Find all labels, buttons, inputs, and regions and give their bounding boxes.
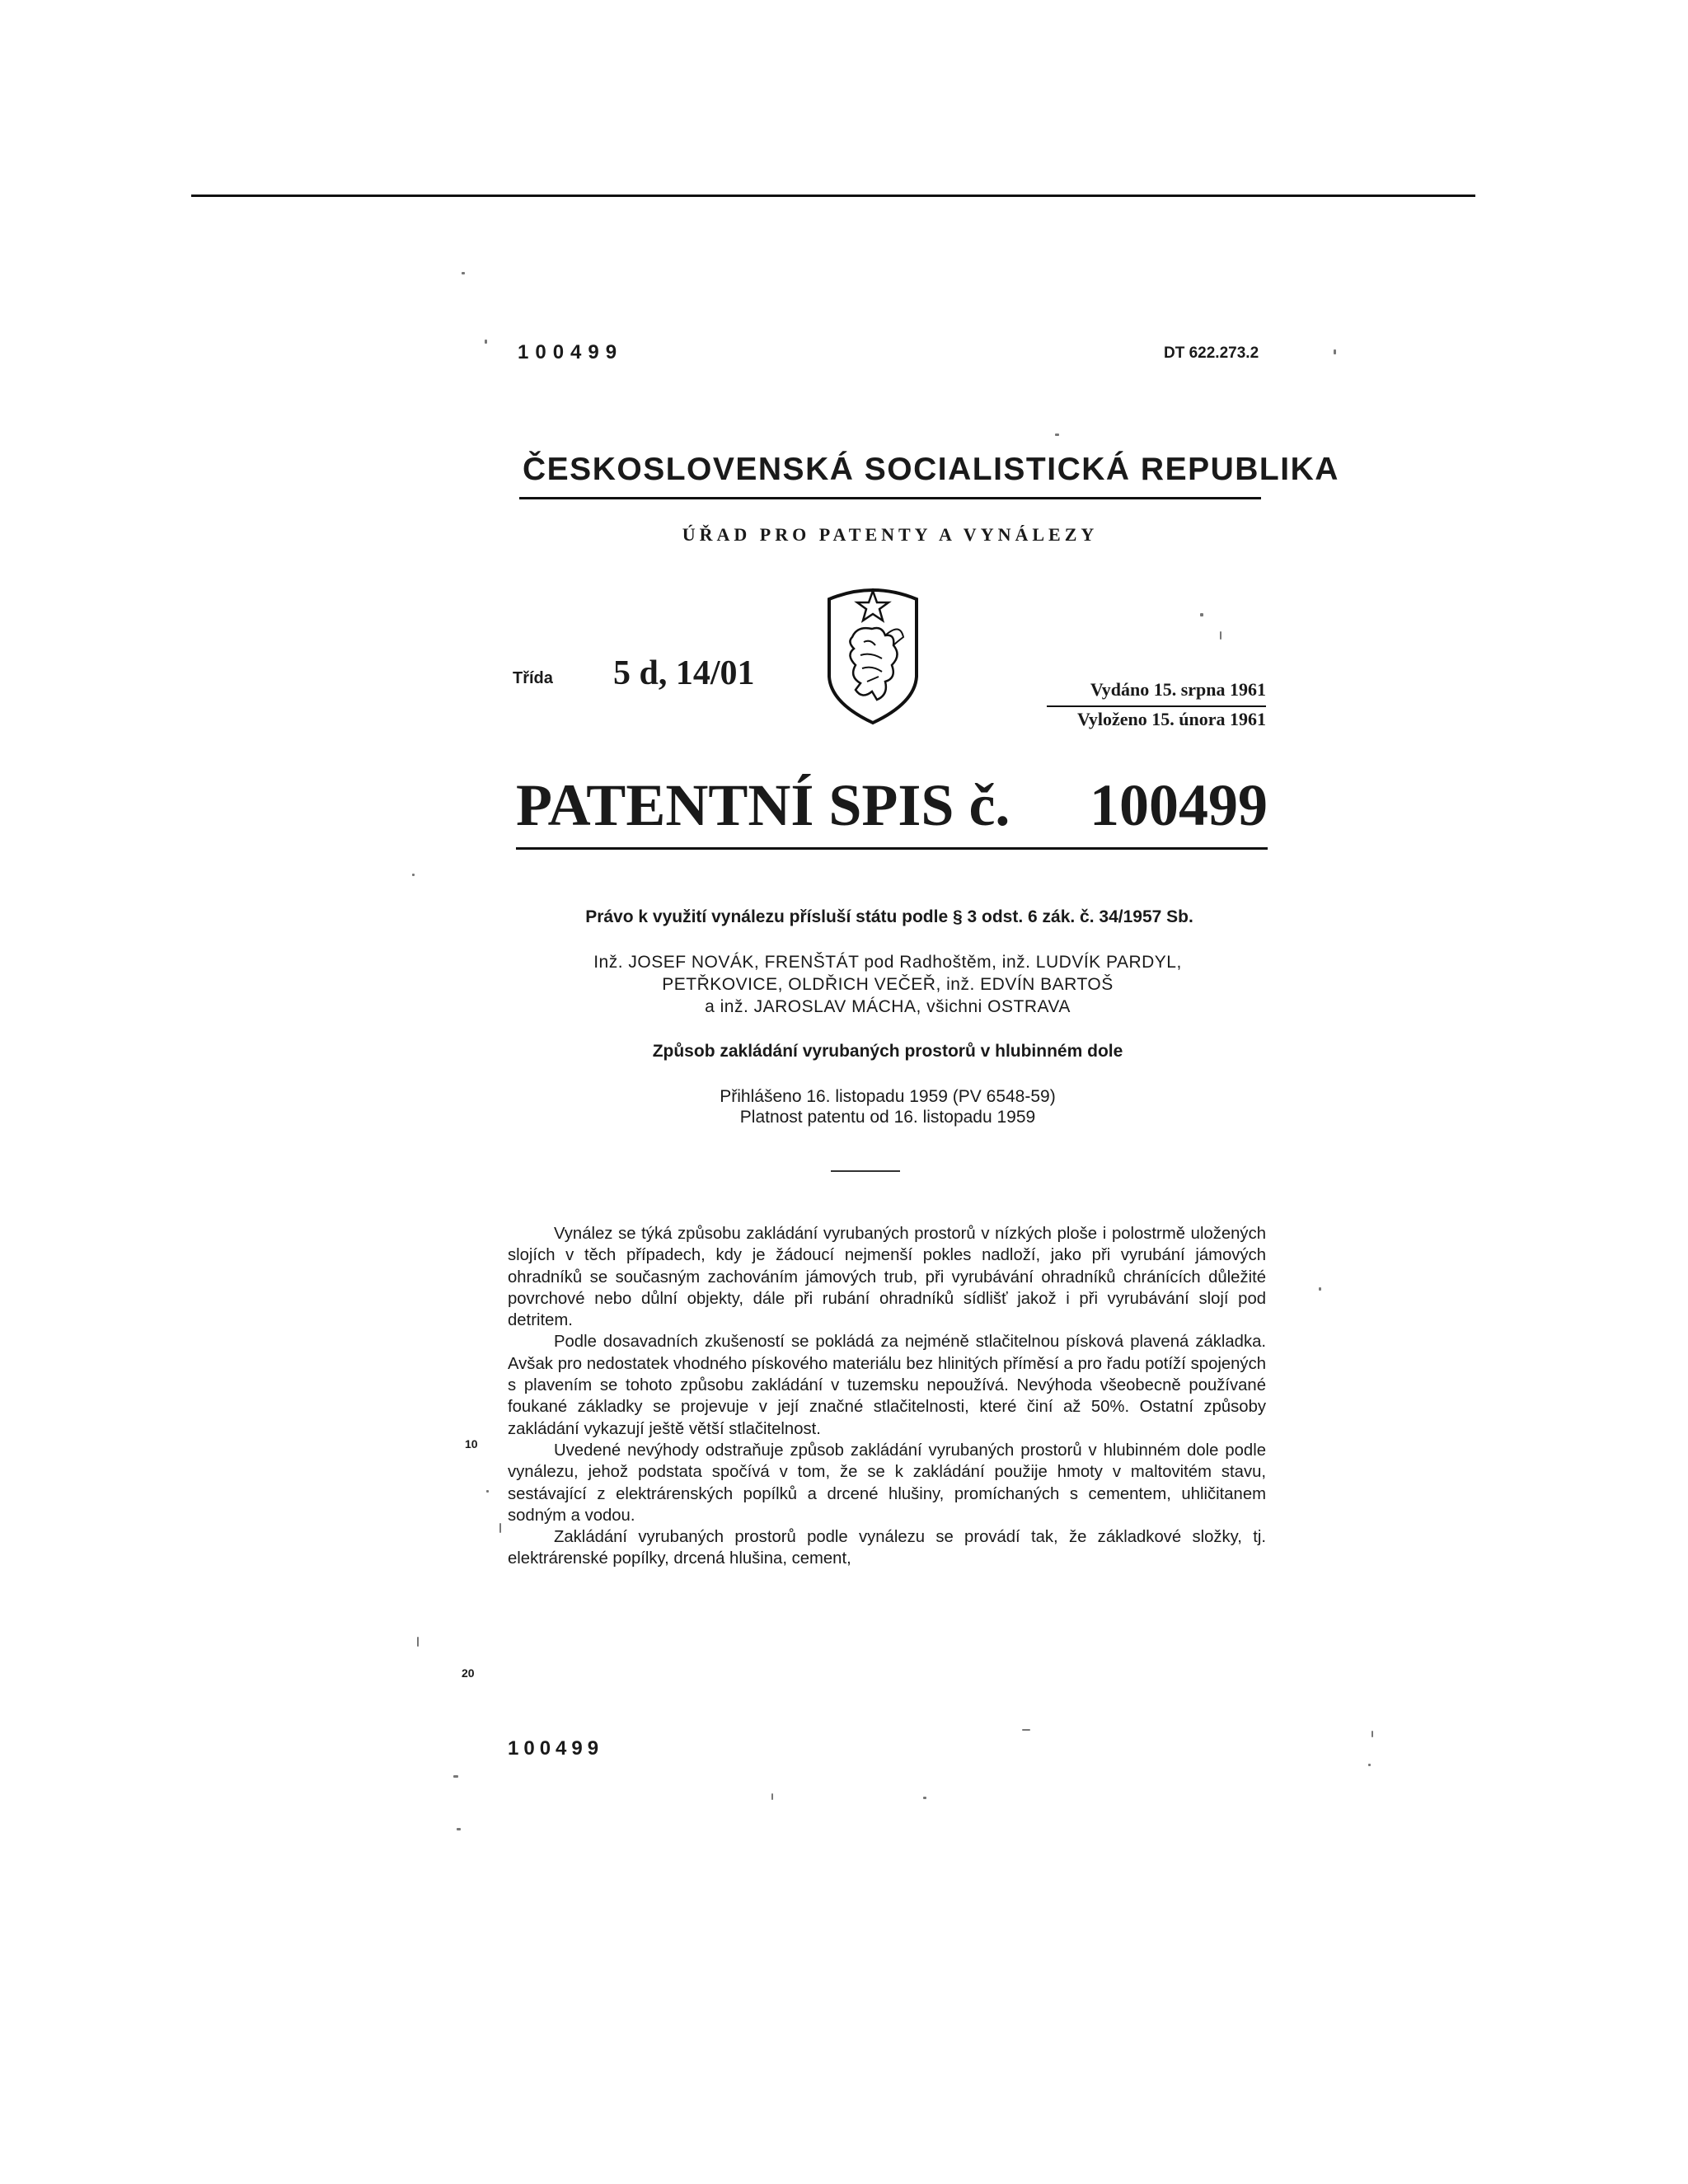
scan-speck — [499, 1523, 501, 1533]
paragraph: Vynález se týká způsobu zakládání vyrubaných prostorů v nízkých ploše i polostrmě uložených slojích v těch případech, kdy je žádoucí nejmenší pokles nadloží, jako při vyrubání jámových ohradníků se současným zachováním jámových trub, při vyrubávání ohradníků chránících důležité povrchové nebo důlní objekty, dále při rubání ohradníků sídlišť jakož i při vyrubávání slojí pod detritem. — [508, 1225, 1266, 1330]
patent-office-name: ÚŘAD PRO PATENTY A VYNÁLEZY — [682, 524, 1099, 545]
class-value: 5 d, 14/01 — [613, 654, 755, 692]
scan-speck — [457, 1828, 461, 1830]
section-divider — [831, 1170, 900, 1172]
filing-block — [508, 1086, 1268, 1127]
scan-speck — [771, 1793, 773, 1800]
scan-speck — [1200, 613, 1203, 616]
filing-date: Přihlášeno 16. listopadu 1959 (PV 6548-59) — [720, 1087, 1056, 1106]
scan-speck — [1055, 434, 1059, 436]
title-underline — [516, 847, 1268, 850]
state-emblem-icon — [824, 579, 921, 726]
scan-speck — [412, 874, 415, 876]
patent-title-number: 100499 — [1090, 772, 1268, 838]
issued-date: Vydáno 15. srpna 1961 — [1090, 679, 1266, 700]
scan-speck — [453, 1775, 458, 1778]
validity-date: Platnost patentu od 16. listopadu 1959 — [739, 1108, 1036, 1127]
scan-speck — [923, 1797, 926, 1799]
scan-speck — [486, 1490, 489, 1493]
inventors-line: Inž. JOSEF NOVÁK, FRENŠTÁT pod Radhoštěm, inž. LUDVÍK PARDYL, — [593, 953, 1182, 972]
scan-speck — [417, 1637, 419, 1647]
description-text — [508, 1223, 1266, 1570]
class-label: Třída — [513, 669, 553, 687]
dt-classification: DT 622.273.2 — [1164, 344, 1259, 362]
published-date: Vyloženo 15. února 1961 — [1077, 709, 1266, 729]
scan-speck — [1334, 349, 1336, 354]
patent-title-text: PATENTNÍ SPIS č. — [516, 772, 1010, 838]
scan-speck — [462, 272, 465, 274]
republic-heading: ČESKOSLOVENSKÁ SOCIALISTICKÁ REPUBLIKA — [523, 452, 1339, 487]
inventors-line: PETŘKOVICE, OLDŘICH VEČEŘ, inž. EDVÍN BARTOŠ — [662, 975, 1114, 994]
scan-speck — [1372, 1731, 1373, 1737]
rights-statement: Právo k využití vynálezu přísluší státu podle § 3 odst. 6 zák. č. 34/1957 Sb. — [585, 907, 1193, 926]
inventors-line: a inž. JAROSLAV MÁCHA, všichni OSTRAVA — [705, 997, 1071, 1016]
line-number: 10 — [465, 1437, 478, 1451]
scan-speck — [485, 340, 487, 344]
scan-speck — [1368, 1764, 1371, 1766]
scan-speck — [1220, 631, 1221, 640]
line-number: 20 — [462, 1666, 475, 1680]
inventors-block — [508, 951, 1268, 1018]
scan-speck — [1319, 1287, 1321, 1291]
republic-underline — [519, 497, 1261, 499]
invention-title: Způsob zakládání vyrubaných prostorů v hlubinném dole — [652, 1042, 1123, 1061]
patent-number-footer: 100499 — [508, 1737, 604, 1760]
scan-speck — [1022, 1729, 1030, 1731]
patent-number-header: 100499 — [518, 341, 624, 363]
paragraph: Zakládání vyrubaných prostorů podle vynálezu se provádí tak, že základkové složky, tj. elektrárenské popílky, drcená hlušina, cement, — [508, 1528, 1266, 1568]
paragraph: Podle dosavadních zkušeností se pokládá za nejméně stlačitelnou písková plavená základka. Avšak pro nedostatek vhodného pískového materiálu bez hlinitých příměsí a pro řadu potíží spojených s plavením se tohoto způsobu zakládání v tuzemsku nepoužívá. Nevýhoda všeobecně používané foukané základky se projevuje v její značné stlačitelnosti, které činí až 50%. Ostatní způsoby zakládání vykazují ještě větší stlačitelnost. — [508, 1333, 1266, 1438]
top-border-line — [191, 194, 1475, 197]
paragraph: Uvedené nevýhody odstraňuje způsob zakládání vyrubaných prostorů v hlubinném dole podle vynálezu, jehož podstata spočívá v tom, že se k zakládání použije hmoty v maltovitém stavu, sestávající z elektrárenských popílků a drcené hlušiny, promíchaných s cementem, uhličitanem sodným a vodou. — [508, 1441, 1266, 1525]
dates-separator — [1047, 705, 1266, 707]
